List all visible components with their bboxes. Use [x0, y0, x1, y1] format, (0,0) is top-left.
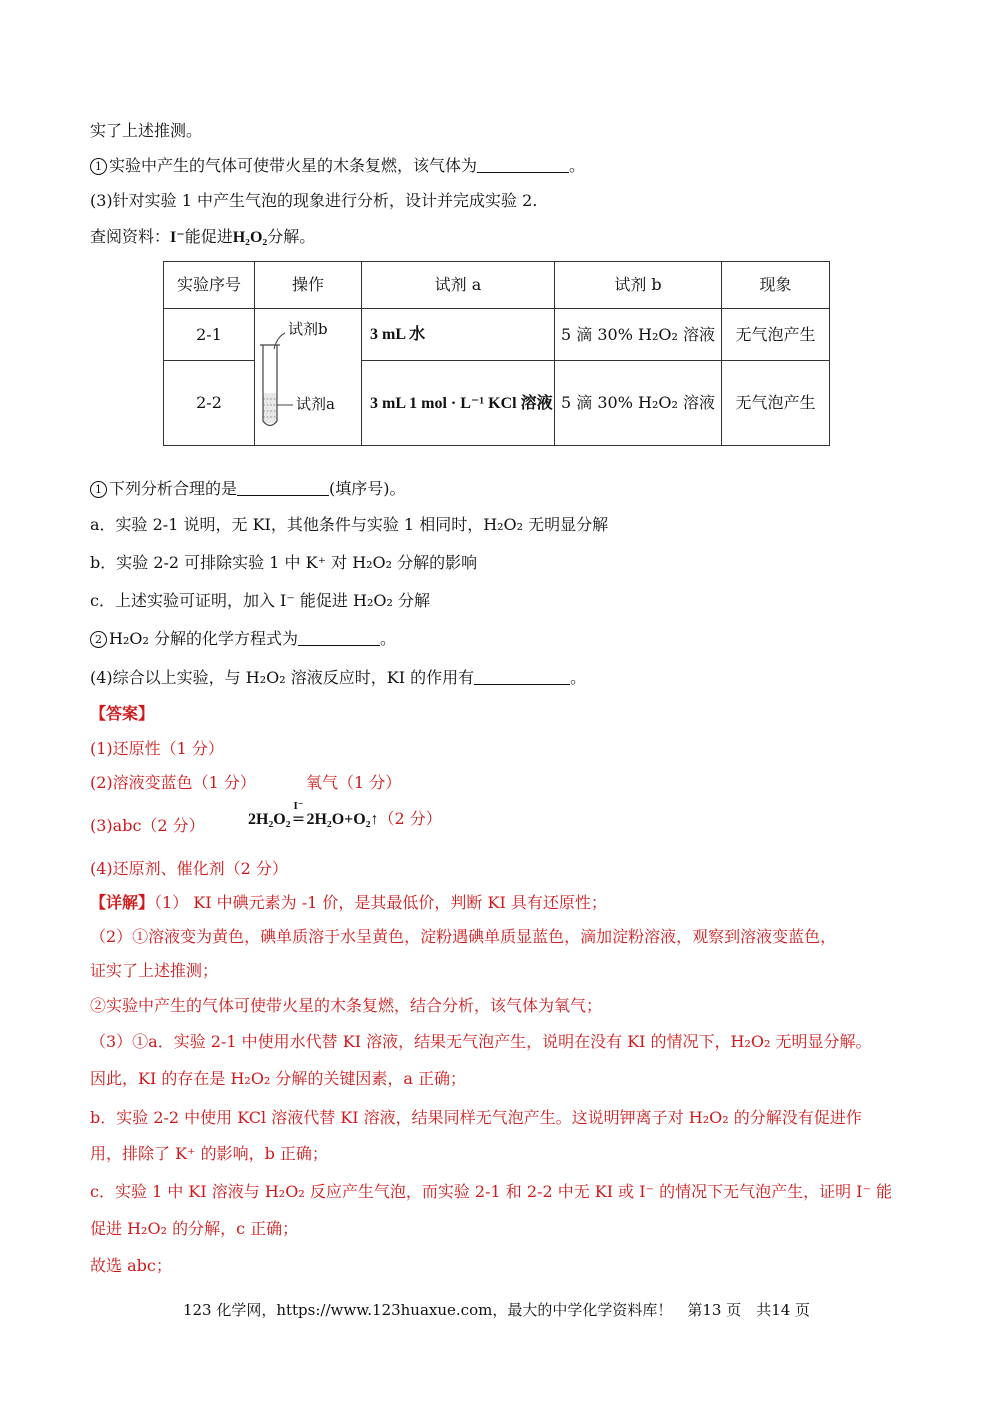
- table-header: 试剂 a: [362, 262, 555, 309]
- detail-line: c．实验 1 中 KI 溶液与 H₂O₂ 反应产生气泡，而实验 2-1 和 2-2 中无 KI 或 I⁻ 的情况下无气泡产生，证明 I⁻ 能: [90, 1182, 893, 1201]
- chemical-equation: [248, 800, 442, 831]
- table-row: [164, 309, 830, 361]
- table-header: 操作: [255, 262, 362, 309]
- table-cell: 5 滴 30% H₂O₂ 溶液: [555, 361, 722, 446]
- score-text: （2 分）: [378, 809, 442, 828]
- question-line: [90, 628, 396, 650]
- reagent-b-label: 试剂b: [288, 320, 328, 338]
- table-cell: 2-1: [164, 309, 255, 361]
- experiment-table: [163, 261, 830, 446]
- detail-line: 故选 abc；: [90, 1256, 172, 1275]
- table-header: 实验序号: [164, 262, 255, 309]
- text: (4)综合以上实验，与 H₂O₂ 溶液反应时，KI 的作用有: [90, 668, 475, 687]
- answer-line: (1)还原性（1 分）: [90, 739, 224, 758]
- detail-line: b．实验 2-2 中使用 KCl 溶液代替 KI 溶液，结果同样无气泡产生。这说明钾离子对 H₂O₂ 的分解没有促进作: [90, 1108, 862, 1127]
- chem-formula: H₂O₂: [232, 229, 268, 246]
- text: H₂O₂ 分解的化学方程式为: [109, 629, 298, 648]
- detail-line: 证实了上述推测；: [90, 961, 219, 980]
- answer-blank: [474, 668, 570, 685]
- question-line-gas: [90, 155, 585, 177]
- text: (3)abc（2 分）: [90, 816, 205, 835]
- text: 下列分析合理的是: [109, 479, 238, 498]
- option-a: a．实验 2-1 说明，无 KI，其他条件与实验 1 相同时，H₂O₂ 无明显分解: [90, 515, 609, 534]
- test-tube-diagram-cell: [255, 309, 362, 446]
- detail-line: [90, 892, 607, 914]
- answer-heading: 【答案】: [90, 704, 155, 723]
- answer-line: [90, 772, 401, 794]
- text: 。: [570, 668, 587, 687]
- circled-number: 2: [90, 631, 107, 648]
- text-line: 实了上述推测。: [90, 121, 203, 140]
- table-cell: [362, 361, 555, 446]
- page-footer: 123 化学网，https://www.123huaxue.com，最大的中学化学资料库！ 第13 页 共14 页: [182, 1301, 811, 1319]
- question-line: [90, 667, 586, 689]
- chem-formula: I⁻: [170, 229, 185, 246]
- detail-line: （3）①a．实验 2-1 中使用水代替 KI 溶液，结果无气泡产生，说明在没有 KI 的情况下，H₂O₂ 无明显分解。: [90, 1032, 872, 1051]
- reagent-a-value: 3 mL 1 mol · L⁻¹ KCl 溶液: [370, 394, 553, 412]
- answer-blank: [477, 156, 569, 173]
- table-cell: [362, 309, 555, 361]
- reagent-a-value: 3 mL 水: [370, 326, 426, 344]
- equation-products: 2H₂O+O₂↑: [306, 811, 379, 828]
- text: (2)溶液变蓝色（1 分）: [90, 773, 256, 792]
- detail-line: 因此，KI 的存在是 H₂O₂ 分解的关键因素，a 正确；: [90, 1069, 467, 1088]
- answer-line: (4)还原剂、催化剂（2 分）: [90, 859, 288, 878]
- detail-heading: 【详解】: [90, 893, 155, 912]
- table-cell: 无气泡产生: [722, 309, 830, 361]
- detail-line: 促进 H₂O₂ 的分解，c 正确；: [90, 1219, 299, 1238]
- detail-line: 用，排除了 K⁺ 的影响，b 正确；: [90, 1144, 328, 1163]
- circled-number: 1: [90, 158, 107, 175]
- equation-condition: I⁻: [293, 800, 304, 812]
- question-line: [90, 478, 406, 500]
- table-cell: 无气泡产生: [722, 361, 830, 446]
- reagent-a-label: 试剂a: [296, 395, 335, 413]
- text: 分解。: [267, 227, 316, 246]
- text-line: (3)针对实验 1 中产生气泡的现象进行分析，设计并完成实验 2.: [90, 191, 538, 210]
- table-header: 试剂 b: [555, 262, 722, 309]
- table-cell: 2-2: [164, 361, 255, 446]
- equation-reactant: 2H₂O₂: [248, 811, 291, 828]
- table-header: 现象: [722, 262, 830, 309]
- text: (填序号)。: [329, 479, 406, 498]
- text: （1） KI 中碘元素为 -1 价，是其最低价，判断 KI 具有还原性；: [154, 893, 607, 912]
- text: 实验中产生的气体可使带火星的木条复燃，该气体为: [109, 156, 478, 175]
- option-b: b．实验 2-2 可排除实验 1 中 K⁺ 对 H₂O₂ 分解的影响: [90, 553, 478, 572]
- reference-line: [90, 226, 315, 249]
- text: 能促进: [184, 227, 233, 246]
- circled-number: 1: [90, 481, 107, 498]
- text: 。: [380, 629, 397, 648]
- answer-blank: [298, 629, 380, 646]
- text: 。: [569, 156, 586, 175]
- answer-blank: [237, 479, 329, 496]
- answer-line: [90, 815, 205, 837]
- detail-line: ②实验中产生的气体可使带火星的木条复燃，结合分析，该气体为氧气；: [90, 996, 603, 1015]
- equation-arrow: I⁻ =: [290, 808, 306, 830]
- text: 氧气（1 分）: [305, 773, 402, 792]
- table-header-row: [164, 262, 830, 309]
- detail-line: （2）①溶液变为黄色，碘单质溶于水呈黄色，淀粉遇碘单质显蓝色，滴加淀粉溶液，观察到溶液变蓝色，: [90, 927, 837, 946]
- text: 查阅资料：: [90, 227, 171, 246]
- option-c: c．上述实验可证明，加入 I⁻ 能促进 H₂O₂ 分解: [90, 591, 430, 610]
- table-cell: 5 滴 30% H₂O₂ 溶液: [555, 309, 722, 361]
